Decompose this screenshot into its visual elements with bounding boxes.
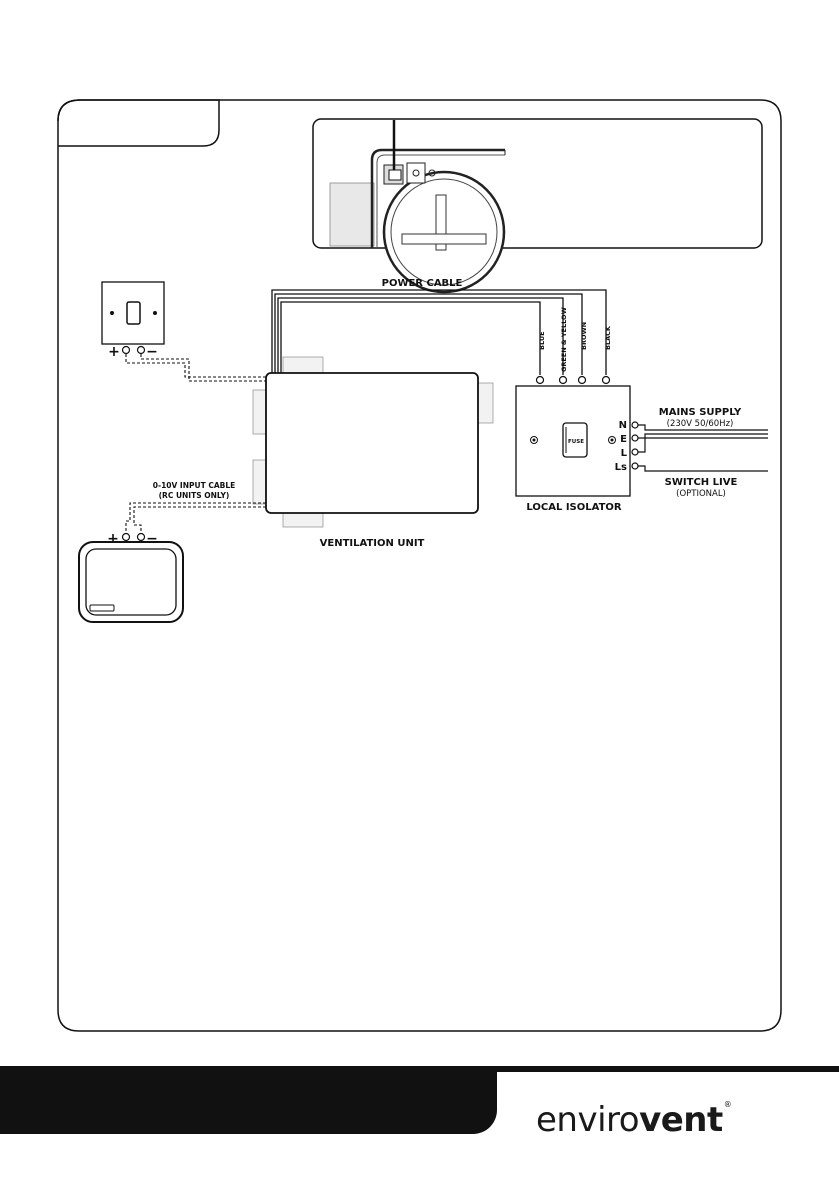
wire-label-black: BLACK [604, 326, 612, 350]
mains-supply-label: MAINS SUPPLY [658, 407, 742, 418]
footer-tab [0, 1066, 497, 1134]
local-isolator-label: LOCAL ISOLATOR [526, 502, 622, 513]
wire-label-green-yellow: GREEN & YELLOW [560, 307, 568, 372]
envirovent-logo [536, 1100, 731, 1140]
isolator-top-terminals [537, 377, 610, 384]
ventilation-unit [253, 357, 493, 527]
switch-minus: − [146, 344, 158, 360]
switch-live-note: (OPTIONAL) [676, 489, 726, 499]
switch-plus: + [108, 344, 120, 360]
input-cable-label-1: 0-10V INPUT CABLE [152, 481, 236, 490]
terminal-side-n: N [618, 420, 627, 431]
terminal-side-ls: Ls [614, 462, 627, 473]
mains-supply-wires [638, 425, 768, 471]
isolator-side-terminals [632, 422, 638, 469]
logo-registered-mark: ® [723, 1100, 732, 1109]
controller-plus: + [107, 531, 119, 547]
remote-controller [79, 534, 183, 623]
logo-text-bold: vent [639, 1100, 723, 1140]
controller-minus: − [146, 531, 158, 547]
switch-live-label: SWITCH LIVE [664, 477, 738, 488]
logo-text-light: enviro [536, 1100, 640, 1140]
wall-switch [102, 282, 164, 354]
input-cable-label-2: (RC UNITS ONLY) [158, 491, 230, 500]
mains-spec-label: (230V 50/60Hz) [666, 419, 734, 429]
header-tab [58, 100, 219, 146]
terminal-side-l: L [620, 448, 627, 459]
inset-detail-image [313, 119, 762, 292]
wire-label-blue: BLUE [538, 331, 546, 350]
wire-label-brown: BROWN [580, 321, 588, 350]
terminal-side-e: E [620, 434, 627, 445]
ventilation-unit-label: VENTILATION UNIT [319, 538, 425, 549]
input-cable [126, 503, 266, 532]
fuse-label: FUSE [568, 439, 584, 445]
power-cable-label: POWER CABLE [381, 278, 463, 289]
